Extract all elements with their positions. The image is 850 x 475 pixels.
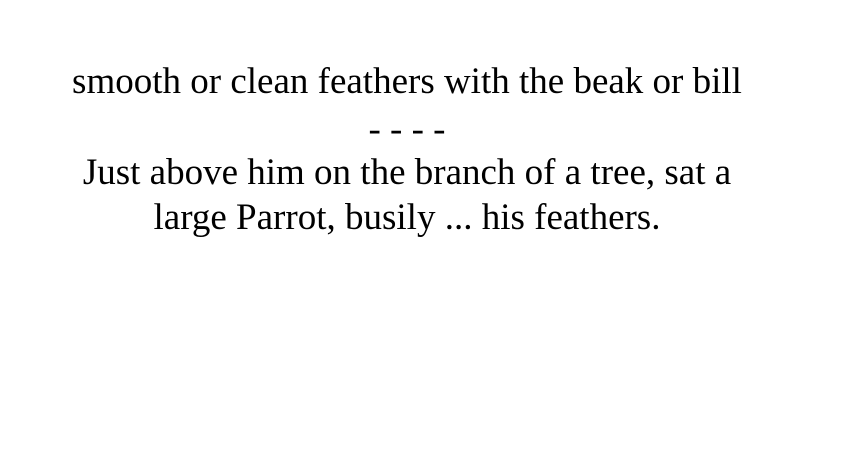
sentence-line: Just above him on the branch of a tree, sat a bbox=[82, 152, 732, 193]
separator: - - - - bbox=[368, 109, 446, 150]
sentence-line: large Parrot, busily ... his feathers. bbox=[153, 197, 661, 238]
definition-text: smooth or clean feathers with the beak or bill bbox=[72, 61, 742, 102]
example-sentence bbox=[0, 150, 814, 240]
